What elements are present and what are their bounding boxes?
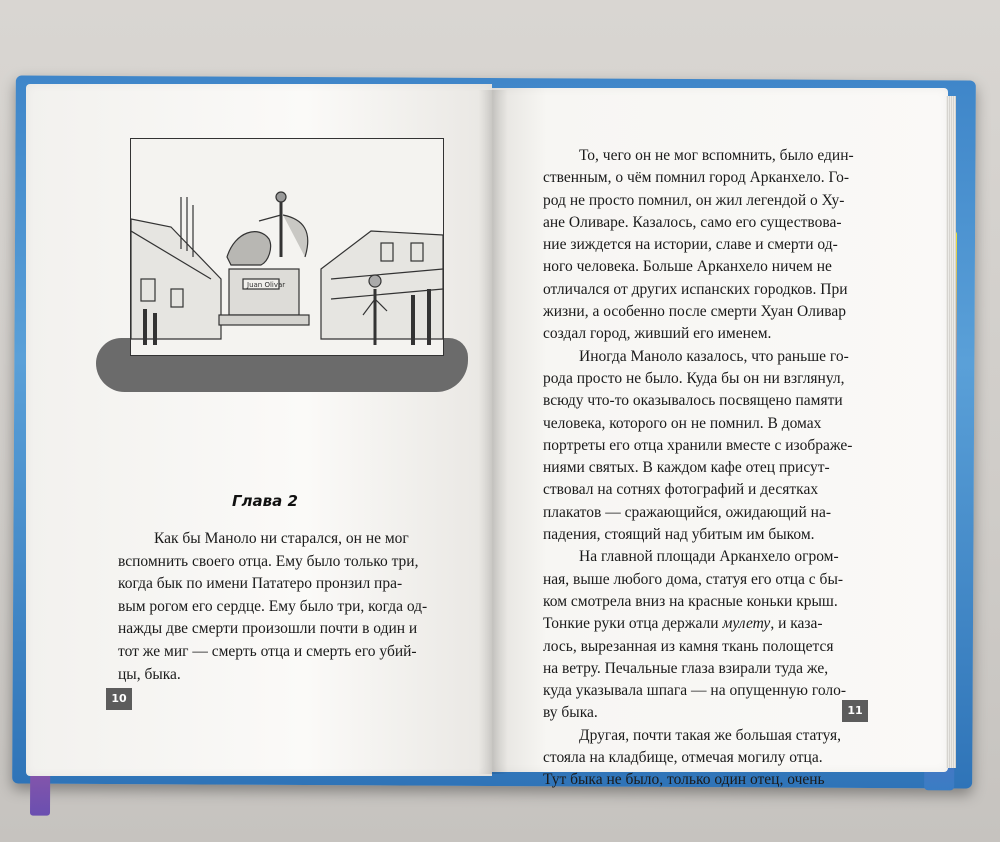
text-line: На главной площади Арканхело огром- — [579, 548, 839, 566]
text-line: когда бык по имени Пататеро пронзил пра- — [118, 575, 403, 593]
text-line: отличался от других испанских городков. При — [543, 280, 848, 298]
italic-term: мулету — [722, 615, 771, 633]
text-line: падения, стоящий над убитым им быком. — [543, 526, 815, 544]
page-number-right: 11 — [842, 700, 868, 722]
text-fragment: , и каза- — [770, 615, 823, 633]
text-line: вспомнить своего отца. Ему было только три, — [118, 552, 419, 570]
right-page-text — [543, 145, 873, 792]
left-page-text — [118, 528, 448, 686]
text-line: ние зиждется на истории, славе и смерти од- — [543, 236, 838, 254]
text-line: Другая, почти такая же большая статуя, — [579, 726, 841, 744]
text-line: ком смотрела вниз на красные коньки крыш. — [543, 592, 838, 610]
text-line: вым рогом его сердце. Ему было три, когда од- — [118, 597, 428, 615]
text-line: лось, вырезанная из камня ткань полощется — [543, 637, 834, 655]
text-line: тот же миг — смерть отца и смерть его убий- — [118, 642, 417, 660]
text-line: портреты его отца хранили вместе с изображе- — [543, 436, 853, 454]
text-line: род не просто помнил, он жил легендой о Ху- — [543, 191, 845, 209]
text-line: нажды две смерти произошли почти в один и — [118, 620, 418, 638]
text-line: человека, которого он не помнил. В домах — [543, 414, 822, 432]
chapter-title: Глава 2 — [232, 492, 298, 510]
page-edges — [946, 96, 956, 768]
text-line: жизни, а особенно после смерти Хуан Оливар — [543, 303, 847, 321]
text-line: Иногда Маноло казалось, что раньше го- — [579, 347, 849, 365]
text-line: То, чего он не мог вспомнить, было един- — [579, 147, 854, 164]
text-line: ная, выше любого дома, статуя его отца с бы- — [543, 570, 844, 588]
text-line: ниями святых. В каждом кафе отец присут- — [543, 459, 830, 477]
text-line: плакатов — сражающийся, ожидающий на- — [543, 503, 831, 521]
text-line: ствовал на сотнях фотографий и десятках — [543, 481, 819, 499]
spine-shadow — [478, 90, 508, 774]
statue-sketch — [131, 139, 443, 355]
text-line: создал город, живший его именем. — [543, 325, 772, 343]
text-line: на ветру. Печальные глаза взирали туда же, — [543, 659, 829, 677]
page-number-left: 10 — [106, 688, 132, 710]
text-fragment: Тонкие руки отца держали — [543, 615, 719, 633]
statue-plaque-text: Juan Olivar — [247, 281, 286, 289]
text-line: Как бы Маноло ни старался, он не мог — [154, 530, 409, 547]
text-line: стояла на кладбище, отмечая могилу отца. — [543, 749, 823, 767]
chapter-illustration — [130, 138, 444, 356]
text-line: ственным, о чём помнил город Арканхело. Го- — [543, 169, 850, 187]
text-line — [543, 613, 873, 635]
text-line: цы, быка. — [118, 665, 181, 683]
text-line: ного человека. Больше Арканхело ничем не — [543, 258, 832, 276]
text-line: рода просто не было. Куда бы он ни взглянул, — [543, 369, 845, 387]
text-line: всюду что-то оказывалось посвящено памяти — [543, 392, 843, 410]
text-line: Тут быка не было, только один отец, очень — [543, 771, 825, 789]
text-line: ане Оливаре. Казалось, само его существова- — [543, 213, 842, 231]
text-line: куда указывала шпага — на опущенную голо- — [543, 682, 847, 700]
text-line: ву быка. — [543, 704, 598, 722]
